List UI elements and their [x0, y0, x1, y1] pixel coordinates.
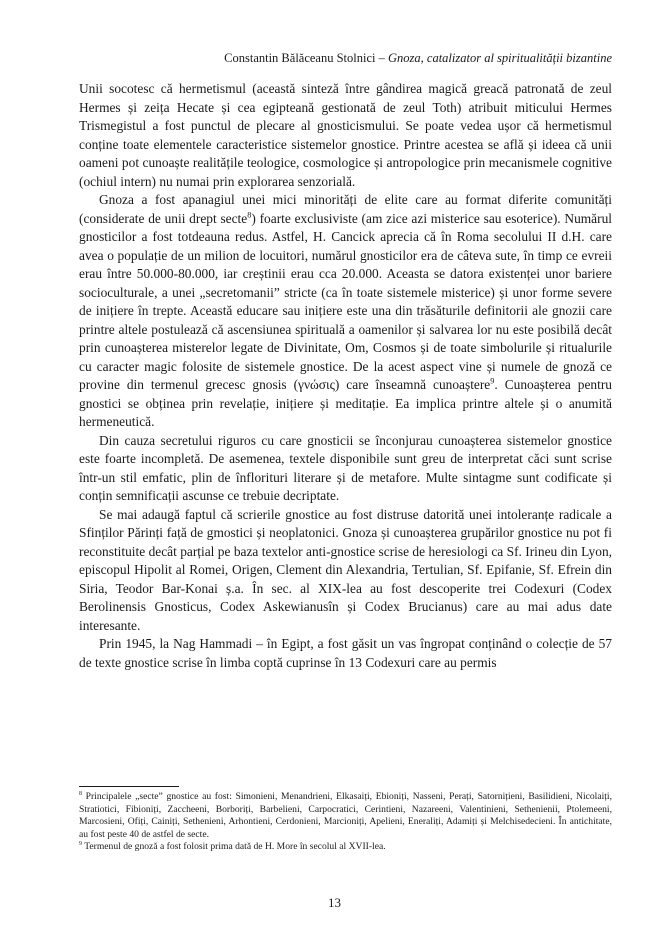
body-text: [79, 80, 612, 672]
paragraph-2-part-2: ) foarte exclusiviste (am zice azi misterice sau esoterice). Numărul gnosticilor a fost totdeauna redus. Astfel, H. Cancick aprecia că în Roma secolului II d.H. care avea o populație de un milion de locuitori, numărul gnosticilor era de câteva sute, în timp ce evreii erau între 50.000-80.000, iar creștinii erau cca 20.000. Aceasta se datora existenței unor bariere socioculturale, a unei „secretomanii” stricte (ca în toate sistemele misterice) și unor forme severe de inițiere în trepte. Această educare sau inițiere este una din trăsăturile definitorii ale gnozii care printre altele postulează că ascensiunea spirituală a oamenilor și salvarea lor nu este posibilă decât prin cunoașterea misterelor legate de Divinitate, Om, Cosmos și de toate simbolurile și ritualurile cu caracter magic folosite de sistemele gnostice. De la acest aspect vine și numele de gnoză ce provine din termenul grecesc gnosis (γνώσις) care înseamnă cunoaștere: [79, 210, 612, 392]
footnote-ref-9[interactable]: 9: [490, 376, 495, 386]
footnote-number: 9: [79, 841, 82, 848]
header-author: Constantin Bălăceanu Stolnici –: [224, 51, 389, 65]
footnote-8: [79, 791, 612, 841]
paragraph-1: Unii socotesc că hermetismul (această sinteză între gândirea magică greacă patronată de zeul Hermes și zeița Hecate și cea egipteană gestionată de zeul Toth) atribuit miticului Hermes Trismegistul a fost punctul de plecare al gnosticismului. Se poate vedea ușor că hermetismul conține toate elementele caracteristice sistemelor gnostice. Printre acestea se află și ideea că unii oameni pot cunoaște realitățile teologice, cosmologice și antropologice prin mecanismele cognitive (ochiul intern) nu numai prin explorarea senzorială.: [79, 81, 612, 189]
running-header: [79, 50, 612, 66]
footnote-text: Principalele „secte” gnostice au fost: Simonieni, Menandrieni, Elkasaiți, Ebioniți, Nasseni, Perați, Satornițieni, Basilidieni, Nicolaiți, Stratiotici, Fibioniți, Zaccheeni, Borboriți, Barbelieni, Carpocratici, Cerintieni, Nazareeni, Valentinieni, Sethenienii, Ptolemeeni, Marcosieni, Ofiți, Cainiți, Sethenieni, Arhontieni, Cerdonieni, Marcioniți, Apelieni, Eneraliți, Adamiți și Melchisedecieni. În antichitate, au fost peste 40 de astfel de secte.: [79, 791, 612, 840]
paragraph-2: [79, 191, 612, 432]
paragraph-5: Prin 1945, la Nag Hammadi – în Egipt, a fost găsit un vas îngropat conținând o colecție de 57 de texte gnostice scrise în limba coptă cuprinse în 13 Codexuri care au permis: [79, 636, 612, 670]
footnote-text: Termenul de gnoză a fost folosit prima dată de H. More în secolul al XVII-lea.: [81, 841, 386, 853]
page-number: 13: [328, 895, 341, 910]
paragraph-4: Se mai adaugă faptul că scrierile gnostice au fost distruse datorită unei intoleranțe radicale a Sfinților Părinți față de gmostici și neoplatonici. Gnoza și cunoașterea grupărilor gnostice nu pot fi reconstituite decât parțial pe baza textelor anti-gnostice scrise de heresiologi ca Sf. Irineu din Lyon, episcopul Hipolit al Romei, Origen, Clement din Alexandria, Tertulian, Sf. Epifanie, Sf. Efrein din Siria, Teodor Bar-Konai ș.a. În sec. al XIX-lea au fost descoperite trei Codexuri (Codex Berolinensis Gnosticus, Codex Askewianusîn și Codex Brucianus) care au mai adus date interesante.: [79, 506, 612, 633]
paragraph-2-part-1: Gnoza a fost apanagiul unei mici minorități de elite care au format diferite comunități (considerate de unii drept secte: [79, 192, 612, 226]
footnote-9: [79, 841, 612, 854]
header-title: Gnoza, catalizator al spiritualității bizantine: [388, 51, 612, 65]
footnote-ref-8[interactable]: 8: [247, 210, 252, 220]
paragraph-3: Din cauza secretului riguros cu care gnosticii se înconjurau cunoașterea sistemelor gnostice este foarte incompletă. De asemenea, textele disponibile sunt greu de interpretat căci sunt scrise într-un stil emfatic, plin de înflorituri literare și de metafore. Multe sintagme sunt codificate și conțin semnificații ascunse ce trebuie decriptate.: [79, 432, 612, 503]
footnotes: [79, 791, 612, 854]
footnote-divider: [79, 786, 179, 787]
paragraph-2-part-3: . Cunoașterea pentru gnostici se obținea prin revelație, inițiere și meditație. Ea implica printre altele și o anumită hermeneutică.: [79, 377, 612, 429]
footnote-number: 8: [79, 790, 82, 797]
